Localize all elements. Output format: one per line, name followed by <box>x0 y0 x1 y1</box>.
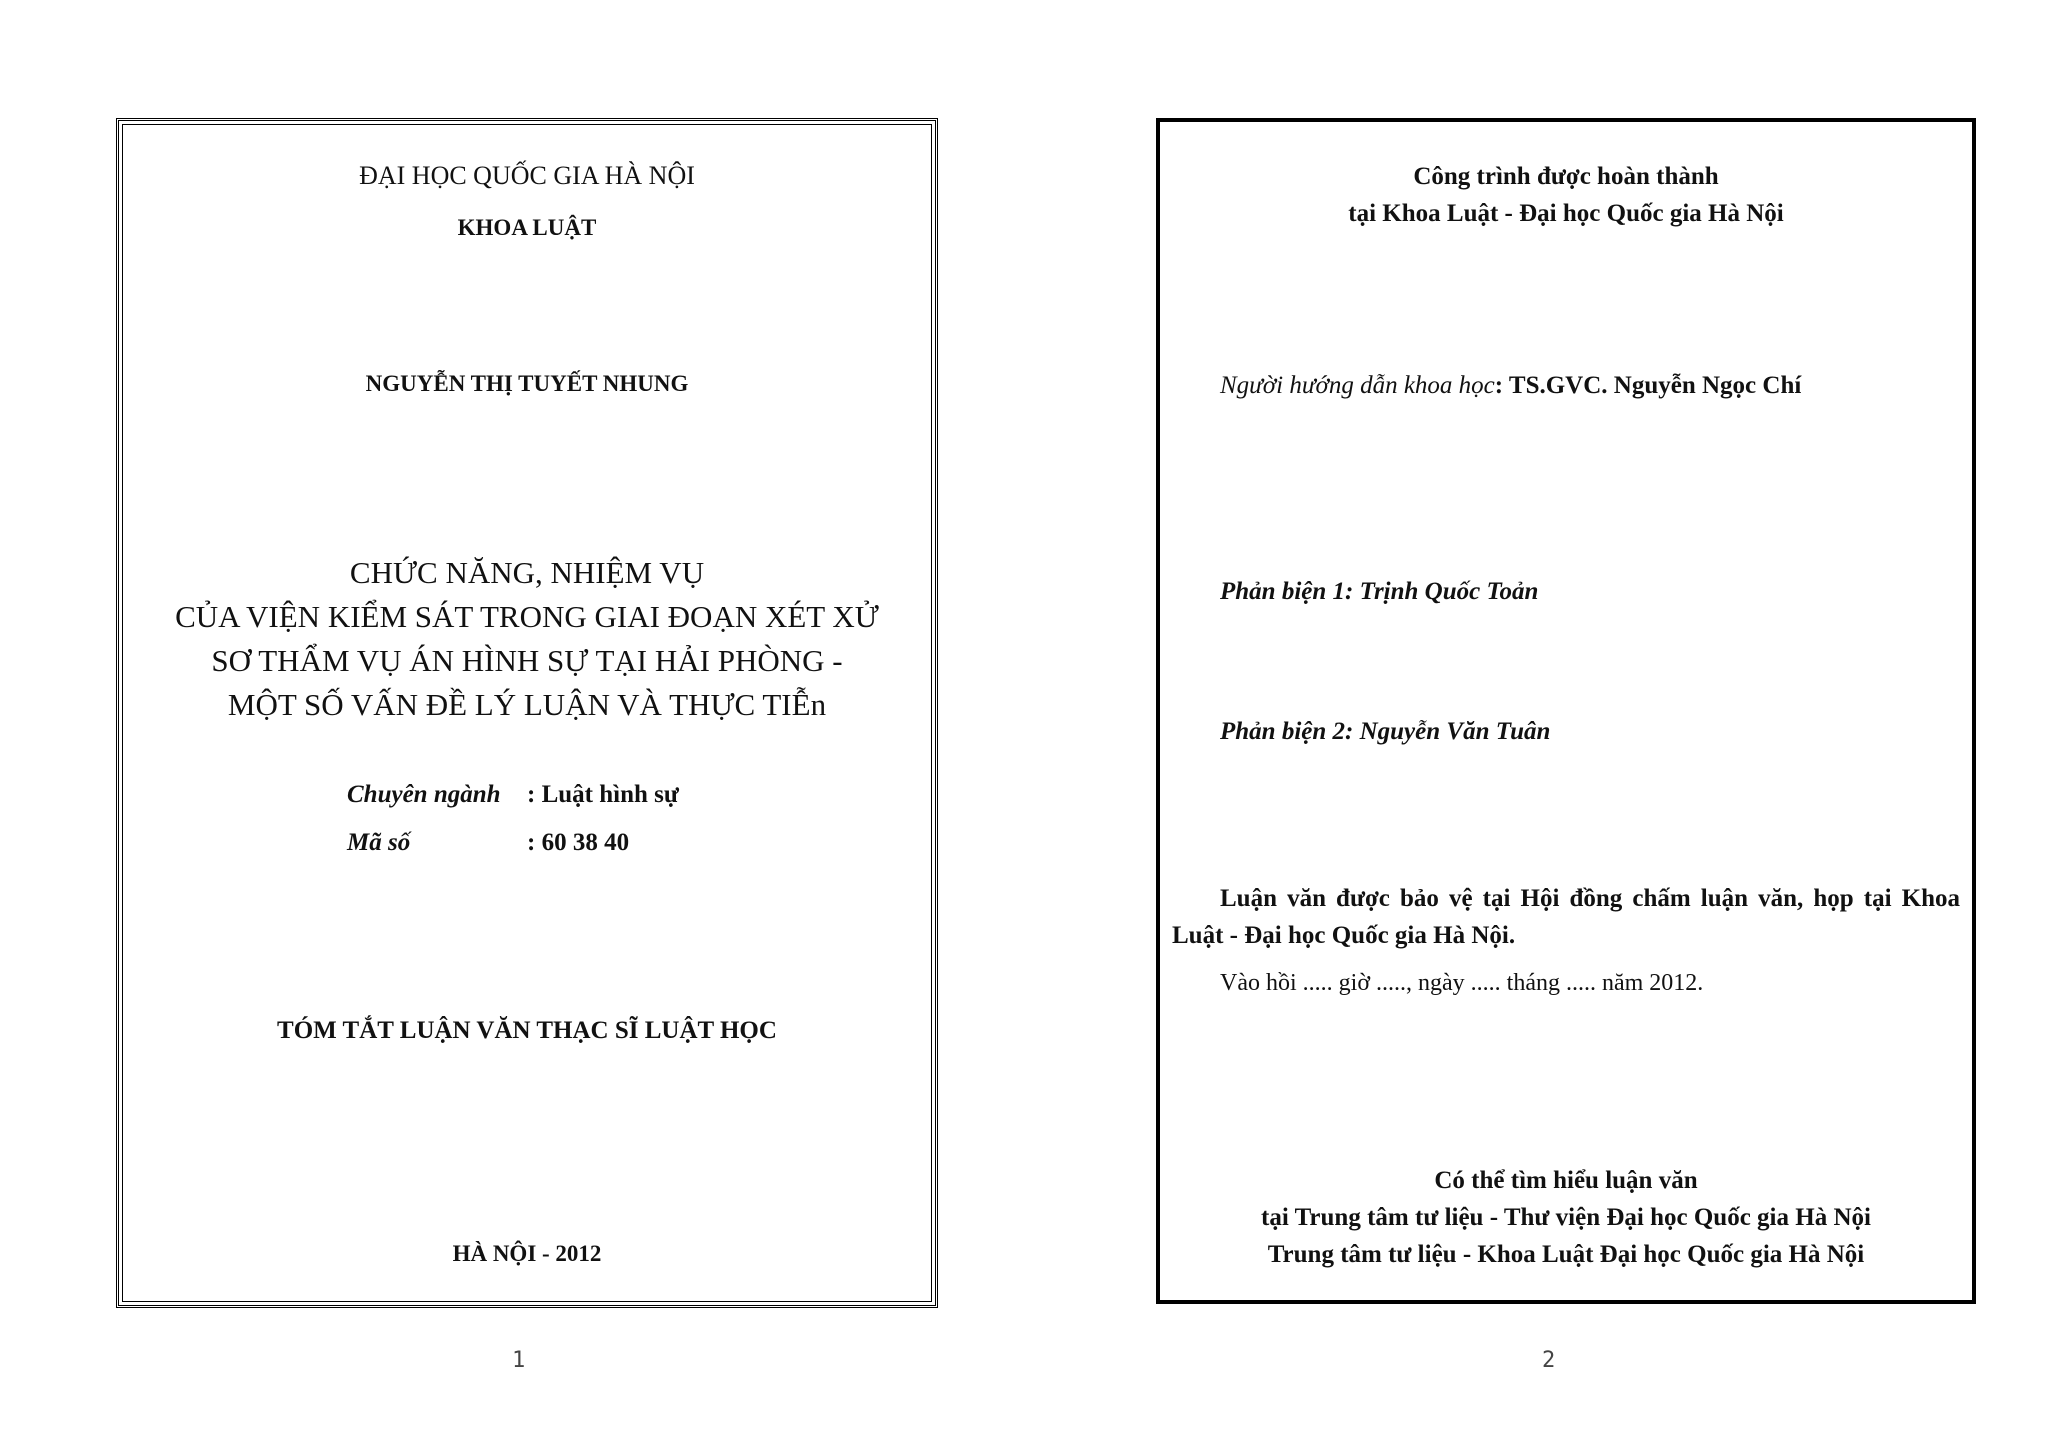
defense-statement: Luận văn được bảo vệ tại Hội đồng chấm luận văn, họp tại Khoa Luật - Đại học Quốc gia Hà Nội. <box>1172 885 1960 949</box>
advisor-label: Người hướng dẫn khoa học <box>1220 372 1495 399</box>
footer-line: tại Trung tâm tư liệu - Thư viện Đại học Quốc gia Hà Nội <box>1261 1204 1871 1231</box>
reviewer-1: Phản biện 1: Trịnh Quốc Toản <box>1220 578 1539 605</box>
info-page <box>1156 118 1976 1304</box>
completion-header <box>1160 158 1972 232</box>
reviewer-2: Phản biện 2: Nguyễn Văn Tuân <box>1220 718 1551 745</box>
document-type: TÓM TẮT LUẬN VĂN THẠC SĨ LUẬT HỌC <box>277 1017 777 1044</box>
page-number: 2 <box>1542 1348 1556 1373</box>
title-line: SƠ THẨM VỤ ÁN HÌNH SỰ TẠI HẢI PHÒNG - <box>211 643 843 678</box>
author-name: NGUYỄN THỊ TUYẾT NHUNG <box>365 371 689 396</box>
faculty-name: KHOA LUẬT <box>457 215 597 240</box>
university-name: ĐẠI HỌC QUỐC GIA HÀ NỘI <box>359 161 695 190</box>
code-value: : 60 38 40 <box>527 829 630 856</box>
page-number: 1 <box>512 1348 526 1373</box>
library-info <box>1160 1162 1972 1273</box>
major-label: Chuyên ngành <box>347 781 501 808</box>
place-year: HÀ NỘI - 2012 <box>452 1241 602 1266</box>
cover-page <box>116 118 938 1308</box>
code-row <box>347 829 629 857</box>
title-line: CỦA VIỆN KIỂM SÁT TRONG GIAI ĐOẠN XÉT XỬ <box>175 599 879 634</box>
code-label: Mã số <box>347 829 411 856</box>
advisor-value: : TS.GVC. Nguyễn Ngọc Chí <box>1494 372 1802 399</box>
major-value: : Luật hình sự <box>527 781 679 808</box>
footer-line: Trung tâm tư liệu - Khoa Luật Đại học Quốc gia Hà Nội <box>1267 1241 1865 1268</box>
major-row <box>347 781 679 809</box>
title-line: MỘT SỐ VẤN ĐỀ LÝ LUẬN VÀ THỰC TIỄn <box>227 687 827 722</box>
header-line: Công trình được hoàn thành <box>1413 163 1719 190</box>
title-line: CHỨC NĂNG, NHIỆM VỤ <box>349 555 705 590</box>
footer-line: Có thể tìm hiểu luận văn <box>1434 1167 1698 1194</box>
header-line: tại Khoa Luật - Đại học Quốc gia Hà Nội <box>1348 200 1784 227</box>
thesis-title <box>119 551 935 727</box>
advisor-row <box>1220 372 1801 400</box>
defense-time: Vào hồi ..... giờ ....., ngày ..... tháng ..... năm 2012. <box>1220 970 1704 996</box>
